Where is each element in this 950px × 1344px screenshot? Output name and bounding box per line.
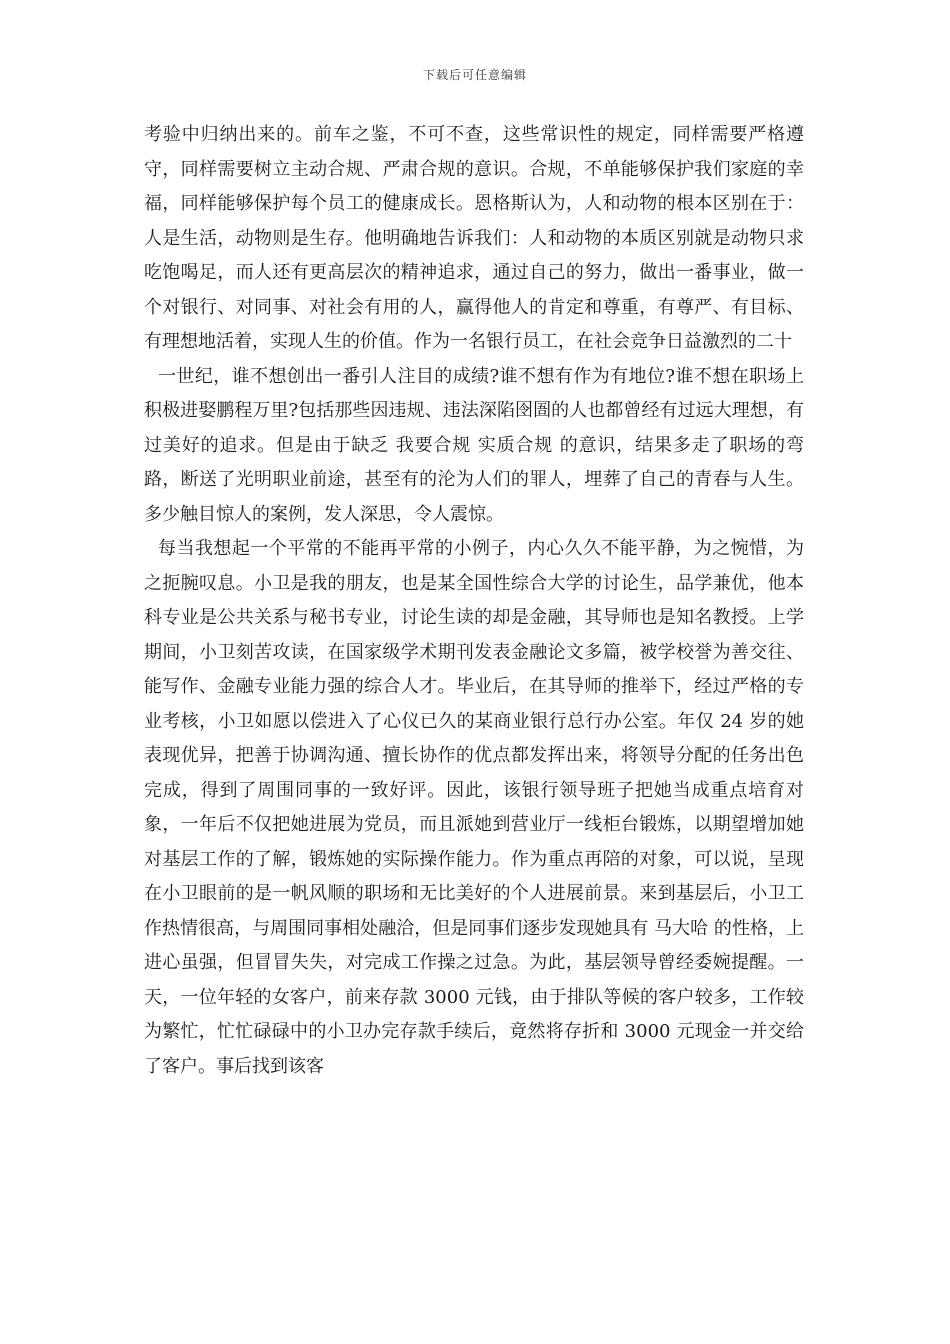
page-header: 下载后可任意编辑 <box>422 68 527 82</box>
paragraph-1: 考验中归纳出来的。前车之鉴，不可不查，这些常识性的规定，同样需要严格遵守，同样需要树立主动合规、严肃合规的意识。合规，不单能够保护我们家庭的幸福，同样能够保护每个员工的健康成长。恩格斯认为，人和动物的根本区别在于：人是生活，动物则是生存。他明确地告诉我们：人和动物的本质区别就是动物只求吃饱喝足，而人还有更高层次的精神追求，通过自己的努力，做出一番事业，做一个对银行、对同事、对社会有用的人，赢得他人的肯定和尊重，有尊严、有目标、有理想地活着，实现人生的价值。作为一名银行员工，在社会竞争日益激烈的二十 <box>144 124 804 352</box>
document-body <box>144 118 804 1084</box>
paragraph-3: 每当我想起一个平常的不能再平常的小例子，内心久久不能平静，为之惋惜，为之扼腕叹息。小卫是我的朋友，也是某全国性综合大学的讨论生，品学兼优，他本科专业是公共关系与秘书专业，讨论生读的却是金融，其导师也是知名教授。上学期间，小卫刻苦攻读，在国家级学术期刊发表金融论文多篇，被学校誉为善交往、能写作、金融专业能力强的综合人才。毕业后，在其导师的推举下，经过严格的专业考核，小卫如愿以偿进入了心仪已久的某商业银行总行办公室。年仅 24 岁的她表现优异，把善于协调沟通、擅长协作的优点都发挥出来，将领导分配的任务出色完成，得到了周围同事的一致好评。因此，该银行领导班子把她当成重点培育对象，一年后不仅把她进展为党员，而且派她到营业厅一线柜台锻炼，以期望增加她对基层工作的了解，锻炼她的实际操作能力。作为重点再陪的对象，可以说，呈现在小卫眼前的是一帆风顺的职场和无比美好的个人进展前景。来到基层后，小卫工作热情很高，与周围同事相处融洽，但是同事们逐步发现她具有 马大哈 的性格，上进心虽强，但冒冒失失，对完成工作操之过急。为此，基层领导曾经委婉提醒。一天，一位年轻的女客户，前来存款 3000 元钱，由于排队等候的客户较多，工作较为繁忙，忙忙碌碌中的小卫办完存款手续后，竟然将存折和 3000 元现金一并交给了客户。事后找到该客 <box>144 538 804 1077</box>
paragraph-2: 一世纪，谁不想创出一番引人注目的成绩?谁不想有作为有地位?谁不想在职场上积极进娶鹏程万里?包括那些因违规、违法深陷囹圄的人也都曾经有过远大理想，有过美好的追求。但是由于缺乏 我要合规 实质合规 的意识，结果多走了职场的弯路，断送了光明职业前途，甚至有的沦为人们的罪人，埋葬了自己的青春与人生。多少触目惊人的案例，发人深思，令人震惊。 <box>144 365 804 525</box>
